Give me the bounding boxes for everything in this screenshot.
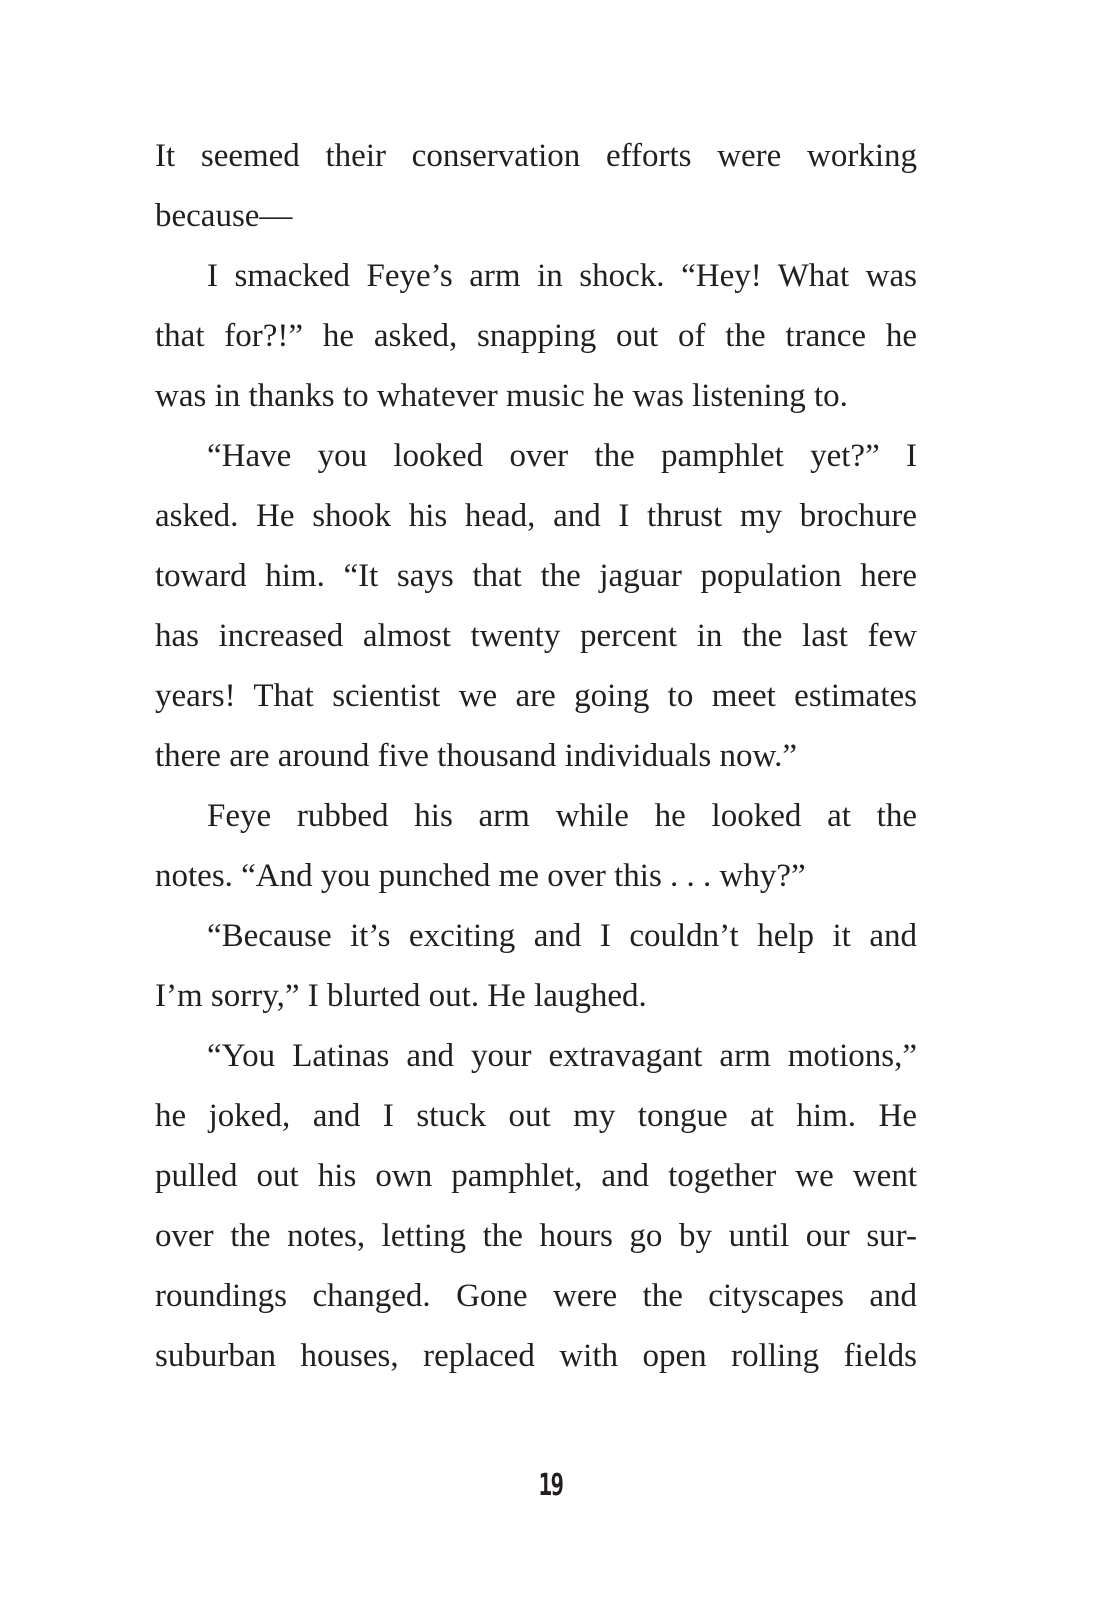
text-line: he joked, and I stuck out my tongue at him. He	[155, 1098, 917, 1134]
text-line: that for?!” he asked, snapping out of the trance he	[155, 318, 917, 354]
text-line: asked. He shook his head, and I thrust my brochure	[155, 498, 917, 534]
text-line: I’m sorry,” I blurted out. He laughed.	[155, 978, 647, 1014]
page-number: 19	[538, 1468, 563, 1503]
text-line: over the notes, letting the hours go by until our sur-	[155, 1218, 917, 1254]
text-line: notes. “And you punched me over this . . . why?”	[155, 858, 806, 894]
text-line: has increased almost twenty percent in the last few	[155, 618, 917, 654]
text-line: there are around five thousand individuals now.”	[155, 738, 798, 774]
text-line: pulled out his own pamphlet, and together we went	[155, 1158, 917, 1194]
text-line: “Have you looked over the pamphlet yet?” I	[207, 438, 917, 474]
text-line: I smacked Feye’s arm in shock. “Hey! What was	[207, 258, 917, 294]
body-text	[155, 126, 917, 1386]
text-line: roundings changed. Gone were the cityscapes and	[155, 1278, 917, 1314]
text-line: Feye rubbed his arm while he looked at the	[207, 798, 917, 834]
text-line: It seemed their conservation efforts were working	[155, 138, 917, 174]
text-line: years! That scientist we are going to meet estimates	[155, 678, 917, 714]
text-line: because—	[155, 198, 293, 234]
text-line: suburban houses, replaced with open rolling fields	[155, 1338, 917, 1374]
text-line: was in thanks to whatever music he was listening to.	[155, 378, 848, 414]
text-line: toward him. “It says that the jaguar population here	[155, 558, 917, 594]
text-line: “You Latinas and your extravagant arm motions,”	[207, 1038, 917, 1074]
text-line: “Because it’s exciting and I couldn’t help it and	[207, 918, 917, 954]
